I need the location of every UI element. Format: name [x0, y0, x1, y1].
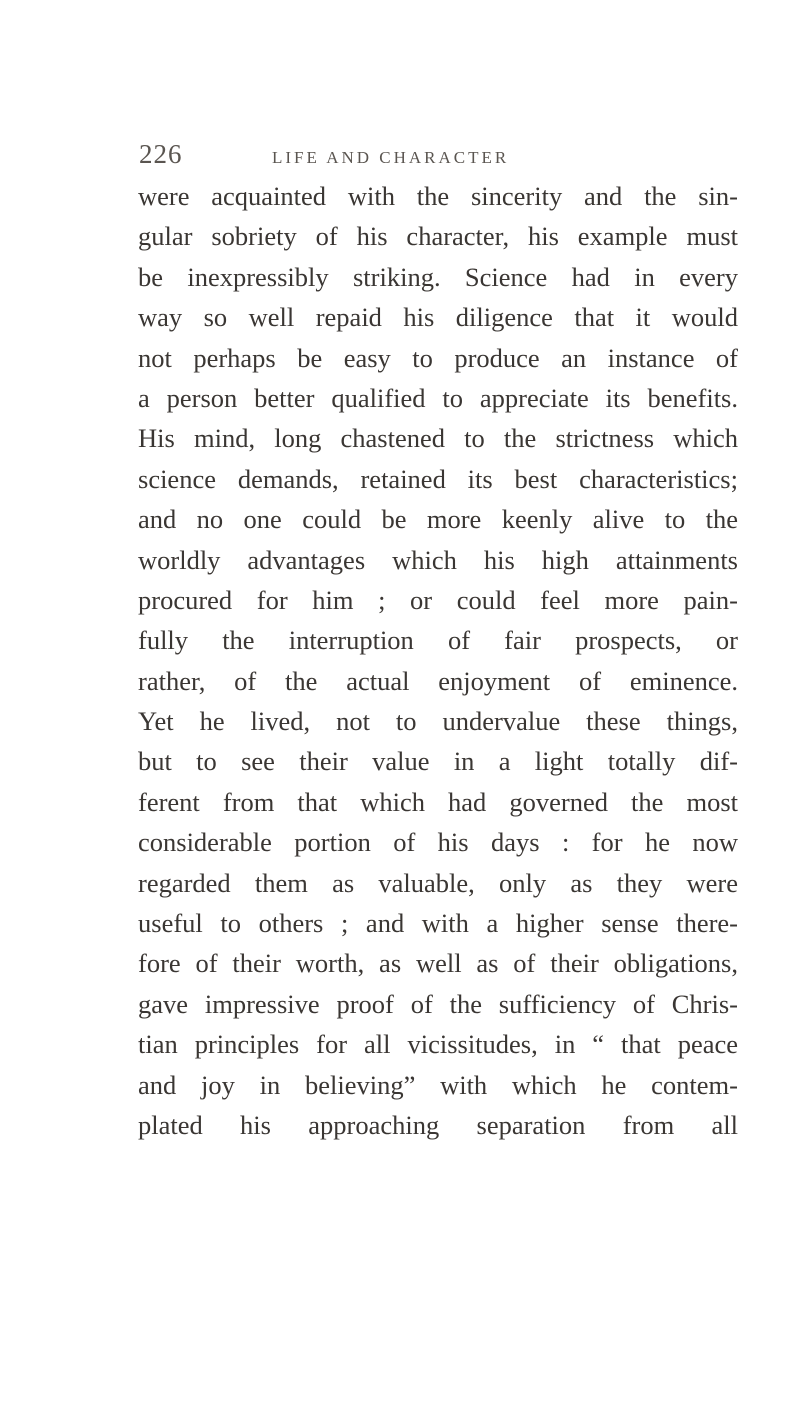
running-head: LIFE AND CHARACTER	[272, 148, 510, 167]
text-line: science demands, retained its best characteristics;	[138, 463, 738, 494]
text-line: and joy in believing” with which he contem-	[138, 1069, 738, 1100]
body-text	[138, 176, 738, 1145]
text-line: a person better qualified to appreciate its benefits.	[138, 382, 738, 413]
text-line: gave impressive proof of the sufficiency of Chris-	[138, 988, 738, 1019]
text-line: were acquainted with the sincerity and the sin-	[138, 181, 738, 211]
text-line: but to see their value in a light totally dif-	[138, 746, 738, 777]
text-line: fully the interruption of fair prospects, or	[138, 625, 738, 656]
text-line: way so well repaid his diligence that it would	[138, 302, 738, 333]
text-line: fore of their worth, as well as of their obligations,	[138, 948, 738, 979]
text-line: gular sobriety of his character, his example must	[138, 221, 738, 252]
text-line: rather, of the actual enjoyment of eminence.	[138, 665, 738, 696]
text-line: not perhaps be easy to produce an instance of	[138, 342, 738, 373]
text-line: be inexpressibly striking. Science had in every	[138, 261, 738, 292]
text-line: and no one could be more keenly alive to the	[138, 504, 738, 535]
text-line: Yet he lived, not to undervalue these things,	[138, 706, 738, 737]
page-number: 226	[139, 139, 183, 169]
text-line: useful to others ; and with a higher sense there-	[138, 908, 738, 939]
text-line: His mind, long chastened to the strictness which	[138, 423, 738, 454]
text-line: worldly advantages which his high attainments	[138, 544, 738, 575]
text-line: regarded them as valuable, only as they were	[138, 867, 738, 898]
text-line: tian principles for all vicissitudes, in “ that peace	[138, 1029, 738, 1060]
text-line: considerable portion of his days : for he now	[138, 827, 738, 858]
text-line: procured for him ; or could feel more pain-	[138, 584, 738, 615]
text-line: ferent from that which had governed the most	[138, 786, 738, 817]
text-line: plated his approaching separation from all	[138, 1109, 738, 1140]
